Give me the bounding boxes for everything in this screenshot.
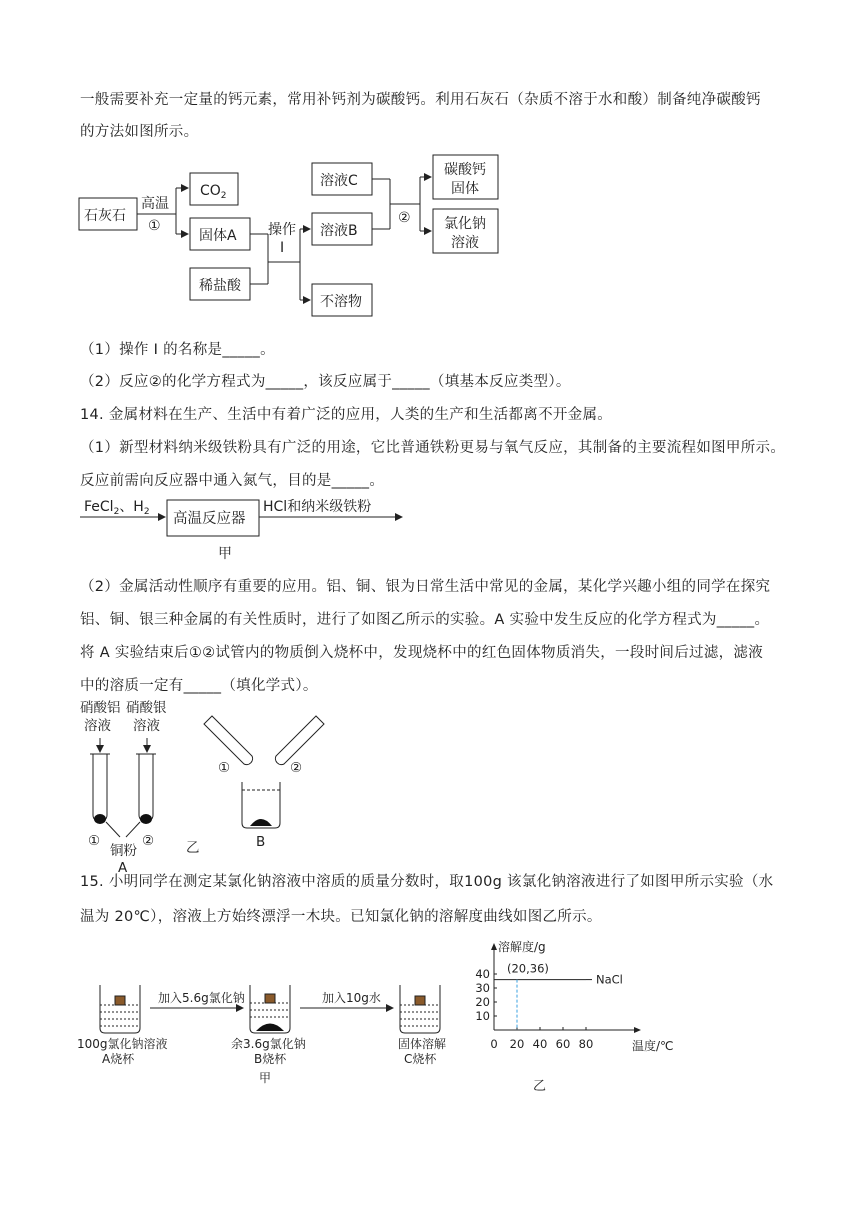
al-nitrate-label-1: 硝酸铝: [80, 700, 121, 716]
tube-2-label: ②: [142, 833, 155, 849]
paragraph-line-2: 的方法如图所示。: [80, 124, 199, 140]
solid-a-label: 固体A: [199, 228, 237, 244]
caco3-label-1: 碳酸钙: [444, 162, 486, 178]
figure-yi-caption: 乙: [186, 840, 200, 856]
q14-part2-line4: 中的溶质一定有_____（填化学式）。: [80, 678, 318, 694]
copper-powder-2: [140, 814, 152, 824]
insoluble-label: 不溶物: [320, 294, 362, 310]
reactor-input: FeCl$_2$、$H_2$: [84, 499, 150, 517]
figure-15-yi-caption: 乙: [533, 1079, 547, 1094]
x-tick-label: 80: [578, 1037, 594, 1051]
high-temp-label: 高温: [141, 196, 169, 212]
y-axis-arrow: [491, 943, 497, 950]
copper-label: 铜粉: [110, 843, 137, 859]
beaker-b-label-1: 余3.6g氯化钠: [231, 1037, 306, 1051]
q14-stem: 14. 金属材料在生产、生活中有着广泛的应用，人类的生产和生活都离不开金属。: [80, 407, 613, 423]
q13-part-1: （1）操作 I 的名称是_____。: [80, 342, 275, 358]
operation-numeral: I: [280, 240, 285, 256]
annotation-label: (20,36): [507, 961, 549, 976]
figure-15-jia-caption: 甲: [259, 1071, 272, 1085]
nacl-label-2: 溶液: [451, 235, 479, 251]
y-tick-label: 40: [475, 967, 490, 981]
tilted-tube-2-label: ②: [290, 760, 303, 776]
x-tick-label: 40: [532, 1037, 548, 1051]
paragraph-line-1: 一般需要补充一定量的钙元素，常用补钙剂为碳酸钙。利用石灰石（杂质不溶于水和酸）制备纯净碳酸钙: [80, 92, 761, 108]
al-nitrate-label-2: 溶液: [84, 718, 111, 734]
solution-c-label: 溶液C: [320, 173, 358, 189]
operation-label: 操作: [268, 222, 296, 238]
beaker-b-solid: [250, 819, 272, 826]
dilute-hcl-label: 稀盐酸: [199, 278, 241, 294]
q14-part1-line2: 反应前需向反应器中通入氮气，目的是_____。: [80, 473, 385, 489]
add-nacl-label: 加入5.6g氯化钠: [158, 991, 245, 1005]
y-axis-label: 溶解度/g: [498, 940, 546, 954]
q14-part2-line1: （2）金属活动性顺序有重要的应用。铝、铜、银为日常生活中常见的金属，某化学兴趣小组的同学在探究: [80, 579, 771, 595]
ag-nitrate-label-2: 溶液: [133, 718, 160, 734]
tube-1-label: ①: [88, 833, 101, 849]
beaker-a-label-1: 100g氯化钠溶液: [77, 1037, 168, 1051]
q13-part-2: （2）反应②的化学方程式为_____，该反应属于_____（填基本反应类型）。: [80, 374, 571, 390]
x-tick-label: 20: [509, 1037, 525, 1051]
limestone-label: 石灰石: [84, 208, 126, 224]
co2-label: $CO_2$: [200, 183, 227, 201]
ag-nitrate-label-1: 硝酸银: [126, 700, 167, 716]
test-tube-figure: [90, 716, 324, 837]
y-tick-label: 30: [475, 981, 490, 995]
tilted-tube-1-label: ①: [218, 760, 231, 776]
x-tick-label: 60: [555, 1037, 571, 1051]
q14-part1-line1: （1）新型材料纳米级铁粉具有广泛的用途，它比普通铁粉更易与氧气反应，其制备的主要流程如图甲所示。: [80, 440, 786, 456]
beaker-c-label-2: C烧杯: [404, 1052, 437, 1066]
step2-label: ②: [398, 210, 411, 226]
add-water-label: 加入10g水: [322, 991, 381, 1005]
test-tube-1: [93, 754, 107, 822]
copper-powder-1: [94, 814, 106, 824]
nacl-label-1: 氯化钠: [444, 216, 486, 232]
x-axis-arrow: [634, 1027, 641, 1033]
beaker-b-label-2: B烧杯: [254, 1052, 287, 1066]
reactor-output: HCl和纳米级铁粉: [263, 499, 372, 515]
test-tube-2: [139, 754, 153, 822]
label-b: B: [256, 834, 266, 850]
caco3-label-2: 固体: [451, 181, 479, 197]
beaker-a-label-2: A烧杯: [102, 1052, 135, 1066]
series-label-nacl: NaCl: [596, 972, 623, 987]
beaker-c-label-1: 固体溶解: [398, 1037, 447, 1051]
solution-b-label: 溶液B: [320, 223, 358, 239]
wood-block-a: [115, 996, 125, 1005]
label-a: A: [118, 860, 128, 876]
undissolved-nacl: [256, 1024, 284, 1032]
wood-block-c: [415, 996, 425, 1005]
y-tick-label: 20: [475, 995, 490, 1009]
tilted-tube-1: [204, 716, 253, 765]
y-tick-label: 10: [475, 1009, 490, 1023]
q15-line1: 15. 小明同学在测定某氯化钠溶液中溶质的质量分数时，取100g 该氯化钠溶液进行了如图甲所示实验（水: [80, 874, 774, 890]
figure-jia-caption: 甲: [218, 546, 232, 562]
step1-label: ①: [148, 218, 161, 234]
tilted-tube-2: [275, 716, 324, 765]
wood-block-b: [265, 994, 275, 1003]
q14-part2-line3: 将 A 实验结束后①②试管内的物质倒入烧杯中，发现烧杯中的红色固体物质消失，一段时间后过滤，滤液: [80, 645, 764, 661]
x-tick-label: 0: [490, 1037, 498, 1051]
q15-line2: 温为 20℃），溶液上方始终漂浮一木块。已知氯化钠的溶解度曲线如图乙所示。: [80, 909, 602, 925]
reactor-label: 高温反应器: [173, 511, 246, 527]
x-axis-label: 温度/℃: [632, 1039, 674, 1053]
solubility-chart: [475, 939, 673, 1053]
q14-part2-line2: 铝、铜、银三种金属的有关性质时，进行了如图乙所示的实验。A 实验中发生反应的化学方程式为_____。: [80, 612, 770, 628]
